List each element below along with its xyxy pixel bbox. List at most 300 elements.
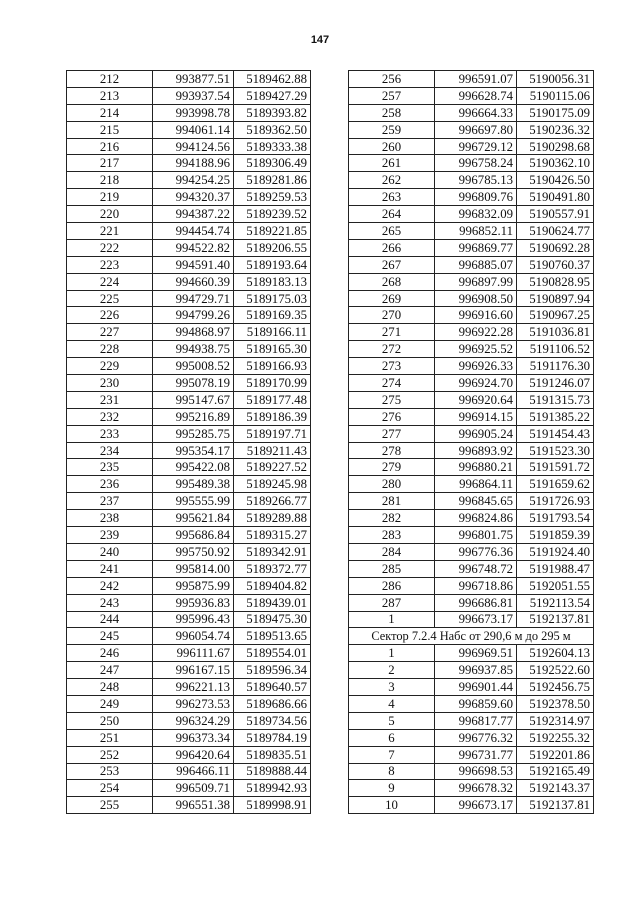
point-number-cell: 281	[349, 493, 435, 510]
x-coordinate-cell: 995750.92	[153, 543, 234, 560]
y-coordinate-cell: 5191523.30	[517, 442, 594, 459]
x-coordinate-cell: 994320.37	[153, 189, 234, 206]
point-number-cell: 282	[349, 510, 435, 527]
x-coordinate-cell: 994522.82	[153, 239, 234, 256]
table-row	[349, 695, 594, 712]
x-coordinate-cell: 996845.65	[435, 493, 517, 510]
coordinates-table-right	[348, 70, 594, 814]
table-row	[67, 391, 311, 408]
y-coordinate-cell: 5189306.49	[234, 155, 311, 172]
x-coordinate-cell: 996776.32	[435, 729, 517, 746]
point-number-cell: 283	[349, 527, 435, 544]
point-number-cell: 267	[349, 256, 435, 273]
table-row	[349, 375, 594, 392]
table-row	[349, 712, 594, 729]
table-row	[67, 138, 311, 155]
x-coordinate-cell: 996273.53	[153, 695, 234, 712]
x-coordinate-cell: 996678.32	[435, 780, 517, 797]
x-coordinate-cell: 996591.07	[435, 71, 517, 88]
point-number-cell: 264	[349, 206, 435, 223]
table-row	[67, 645, 311, 662]
point-number-cell: 238	[67, 510, 153, 527]
y-coordinate-cell: 5192201.86	[517, 746, 594, 763]
x-coordinate-cell: 996905.24	[435, 425, 517, 442]
x-coordinate-cell: 996221.13	[153, 679, 234, 696]
x-coordinate-cell: 996864.11	[435, 476, 517, 493]
point-number-cell: 259	[349, 121, 435, 138]
y-coordinate-cell: 5189835.51	[234, 746, 311, 763]
y-coordinate-cell: 5189315.27	[234, 527, 311, 544]
x-coordinate-cell: 996908.50	[435, 290, 517, 307]
point-number-cell: 243	[67, 594, 153, 611]
y-coordinate-cell: 5189427.29	[234, 87, 311, 104]
x-coordinate-cell: 996922.28	[435, 324, 517, 341]
x-coordinate-cell: 996924.70	[435, 375, 517, 392]
table-row	[349, 273, 594, 290]
table-row	[67, 493, 311, 510]
x-coordinate-cell: 996673.17	[435, 611, 517, 628]
table-row	[67, 121, 311, 138]
point-number-cell: 246	[67, 645, 153, 662]
y-coordinate-cell: 5192165.49	[517, 763, 594, 780]
point-number-cell: 5	[349, 712, 435, 729]
x-coordinate-cell: 996664.33	[435, 104, 517, 121]
table-row	[67, 628, 311, 645]
point-number-cell: 231	[67, 391, 153, 408]
y-coordinate-cell: 5189554.01	[234, 645, 311, 662]
x-coordinate-cell: 994124.56	[153, 138, 234, 155]
y-coordinate-cell: 5191246.07	[517, 375, 594, 392]
table-row	[67, 594, 311, 611]
table-row	[349, 358, 594, 375]
table-row	[349, 104, 594, 121]
y-coordinate-cell: 5189186.39	[234, 408, 311, 425]
point-number-cell: 273	[349, 358, 435, 375]
y-coordinate-cell: 5189170.99	[234, 375, 311, 392]
y-coordinate-cell: 5189362.50	[234, 121, 311, 138]
y-coordinate-cell: 5191988.47	[517, 560, 594, 577]
table-row	[349, 172, 594, 189]
x-coordinate-cell: 996901.44	[435, 679, 517, 696]
point-number-cell: 244	[67, 611, 153, 628]
table-row	[67, 273, 311, 290]
x-coordinate-cell: 996758.24	[435, 155, 517, 172]
table-row	[67, 189, 311, 206]
x-coordinate-cell: 996920.64	[435, 391, 517, 408]
y-coordinate-cell: 5191385.22	[517, 408, 594, 425]
y-coordinate-cell: 5191793.54	[517, 510, 594, 527]
y-coordinate-cell: 5189784.19	[234, 729, 311, 746]
y-coordinate-cell: 5189166.93	[234, 358, 311, 375]
x-coordinate-cell: 994061.14	[153, 121, 234, 138]
y-coordinate-cell: 5192051.55	[517, 577, 594, 594]
x-coordinate-cell: 996673.17	[435, 797, 517, 814]
table-row	[349, 763, 594, 780]
point-number-cell: 251	[67, 729, 153, 746]
y-coordinate-cell: 5189193.64	[234, 256, 311, 273]
page-number: 147	[310, 34, 330, 46]
point-number-cell: 279	[349, 459, 435, 476]
y-coordinate-cell: 5189259.53	[234, 189, 311, 206]
y-coordinate-cell: 5189333.38	[234, 138, 311, 155]
x-coordinate-cell: 996729.12	[435, 138, 517, 155]
x-coordinate-cell: 995555.99	[153, 493, 234, 510]
y-coordinate-cell: 5190115.06	[517, 87, 594, 104]
table-row	[349, 543, 594, 560]
x-coordinate-cell: 996509.71	[153, 780, 234, 797]
point-number-cell: 285	[349, 560, 435, 577]
x-coordinate-cell: 993937.54	[153, 87, 234, 104]
y-coordinate-cell: 5191924.40	[517, 543, 594, 560]
table-row	[67, 341, 311, 358]
y-coordinate-cell: 5189227.52	[234, 459, 311, 476]
table-row	[349, 290, 594, 307]
table-row	[349, 679, 594, 696]
y-coordinate-cell: 5192314.97	[517, 712, 594, 729]
x-coordinate-cell: 996731.77	[435, 746, 517, 763]
x-coordinate-cell: 996885.07	[435, 256, 517, 273]
y-coordinate-cell: 5189686.66	[234, 695, 311, 712]
x-coordinate-cell: 995875.99	[153, 577, 234, 594]
x-coordinate-cell: 996718.86	[435, 577, 517, 594]
point-number-cell: 278	[349, 442, 435, 459]
table-row	[349, 256, 594, 273]
coordinates-table-left	[66, 70, 311, 814]
table-row	[67, 712, 311, 729]
x-coordinate-cell: 995936.83	[153, 594, 234, 611]
y-coordinate-cell: 5189513.65	[234, 628, 311, 645]
y-coordinate-cell: 5189206.55	[234, 239, 311, 256]
table-row	[349, 746, 594, 763]
table-row	[67, 358, 311, 375]
point-number-cell: 287	[349, 594, 435, 611]
table-row	[67, 324, 311, 341]
table-row	[67, 408, 311, 425]
y-coordinate-cell: 5191591.72	[517, 459, 594, 476]
x-coordinate-cell: 995285.75	[153, 425, 234, 442]
table-row	[349, 442, 594, 459]
y-coordinate-cell: 5190491.80	[517, 189, 594, 206]
table-row	[67, 729, 311, 746]
y-coordinate-cell: 5189596.34	[234, 662, 311, 679]
table-row	[67, 510, 311, 527]
point-number-cell: 241	[67, 560, 153, 577]
table-row	[349, 662, 594, 679]
y-coordinate-cell: 5192456.75	[517, 679, 594, 696]
y-coordinate-cell: 5189998.91	[234, 797, 311, 814]
y-coordinate-cell: 5189169.35	[234, 307, 311, 324]
point-number-cell: 8	[349, 763, 435, 780]
table-row	[67, 375, 311, 392]
y-coordinate-cell: 5189183.13	[234, 273, 311, 290]
table-row	[349, 206, 594, 223]
table-row	[67, 763, 311, 780]
table-row	[67, 662, 311, 679]
table-row	[349, 560, 594, 577]
x-coordinate-cell: 994188.96	[153, 155, 234, 172]
y-coordinate-cell: 5189166.11	[234, 324, 311, 341]
x-coordinate-cell: 996111.67	[153, 645, 234, 662]
table-row	[67, 425, 311, 442]
y-coordinate-cell: 5189475.30	[234, 611, 311, 628]
y-coordinate-cell: 5190175.09	[517, 104, 594, 121]
point-number-cell: 225	[67, 290, 153, 307]
y-coordinate-cell: 5191176.30	[517, 358, 594, 375]
y-coordinate-cell: 5190426.50	[517, 172, 594, 189]
y-coordinate-cell: 5190967.25	[517, 307, 594, 324]
point-number-cell: 252	[67, 746, 153, 763]
x-coordinate-cell: 996373.34	[153, 729, 234, 746]
point-number-cell: 220	[67, 206, 153, 223]
point-number-cell: 9	[349, 780, 435, 797]
y-coordinate-cell: 5189211.43	[234, 442, 311, 459]
x-coordinate-cell: 994591.40	[153, 256, 234, 273]
x-coordinate-cell: 996916.60	[435, 307, 517, 324]
x-coordinate-cell: 996859.60	[435, 695, 517, 712]
y-coordinate-cell: 5191315.73	[517, 391, 594, 408]
point-number-cell: 271	[349, 324, 435, 341]
table-row	[349, 645, 594, 662]
x-coordinate-cell: 994454.74	[153, 223, 234, 240]
y-coordinate-cell: 5190828.95	[517, 273, 594, 290]
y-coordinate-cell: 5190760.37	[517, 256, 594, 273]
y-coordinate-cell: 5189281.86	[234, 172, 311, 189]
x-coordinate-cell: 996832.09	[435, 206, 517, 223]
x-coordinate-cell: 995814.00	[153, 560, 234, 577]
x-coordinate-cell: 996801.75	[435, 527, 517, 544]
x-coordinate-cell: 996686.81	[435, 594, 517, 611]
y-coordinate-cell: 5191036.81	[517, 324, 594, 341]
point-number-cell: 212	[67, 71, 153, 88]
x-coordinate-cell: 996466.11	[153, 763, 234, 780]
y-coordinate-cell: 5191859.39	[517, 527, 594, 544]
x-coordinate-cell: 995354.17	[153, 442, 234, 459]
y-coordinate-cell: 5189165.30	[234, 341, 311, 358]
x-coordinate-cell: 996869.77	[435, 239, 517, 256]
point-number-cell: 265	[349, 223, 435, 240]
y-coordinate-cell: 5192378.50	[517, 695, 594, 712]
y-coordinate-cell: 5192522.60	[517, 662, 594, 679]
table-row	[67, 543, 311, 560]
x-coordinate-cell: 994868.97	[153, 324, 234, 341]
x-coordinate-cell: 994729.71	[153, 290, 234, 307]
table-row	[349, 189, 594, 206]
point-number-cell: 276	[349, 408, 435, 425]
table-row	[349, 121, 594, 138]
point-number-cell: 232	[67, 408, 153, 425]
y-coordinate-cell: 5189640.57	[234, 679, 311, 696]
y-coordinate-cell: 5190236.32	[517, 121, 594, 138]
point-number-cell: 230	[67, 375, 153, 392]
y-coordinate-cell: 5189888.44	[234, 763, 311, 780]
x-coordinate-cell: 993877.51	[153, 71, 234, 88]
x-coordinate-cell: 995422.08	[153, 459, 234, 476]
table-row	[67, 172, 311, 189]
y-coordinate-cell: 5191106.52	[517, 341, 594, 358]
x-coordinate-cell: 996697.80	[435, 121, 517, 138]
x-coordinate-cell: 995686.84	[153, 527, 234, 544]
table-row	[67, 223, 311, 240]
point-number-cell: 249	[67, 695, 153, 712]
y-coordinate-cell: 5192113.54	[517, 594, 594, 611]
table-row	[67, 71, 311, 88]
point-number-cell: 261	[349, 155, 435, 172]
point-number-cell: 263	[349, 189, 435, 206]
point-number-cell: 7	[349, 746, 435, 763]
point-number-cell: 215	[67, 121, 153, 138]
x-coordinate-cell: 995216.89	[153, 408, 234, 425]
point-number-cell: 214	[67, 104, 153, 121]
point-number-cell: 284	[349, 543, 435, 560]
table-row	[67, 104, 311, 121]
point-number-cell: 257	[349, 87, 435, 104]
x-coordinate-cell: 993998.78	[153, 104, 234, 121]
table-row	[349, 138, 594, 155]
point-number-cell: 274	[349, 375, 435, 392]
table-row	[349, 425, 594, 442]
point-number-cell: 269	[349, 290, 435, 307]
point-number-cell: 255	[67, 797, 153, 814]
table-row	[67, 206, 311, 223]
point-number-cell: 228	[67, 341, 153, 358]
x-coordinate-cell: 996551.38	[153, 797, 234, 814]
point-number-cell: 6	[349, 729, 435, 746]
point-number-cell: 245	[67, 628, 153, 645]
point-number-cell: 239	[67, 527, 153, 544]
x-coordinate-cell: 995621.84	[153, 510, 234, 527]
point-number-cell: 256	[349, 71, 435, 88]
y-coordinate-cell: 5190298.68	[517, 138, 594, 155]
table-row	[349, 408, 594, 425]
x-coordinate-cell: 996776.36	[435, 543, 517, 560]
point-number-cell: 226	[67, 307, 153, 324]
point-number-cell: 216	[67, 138, 153, 155]
table-row	[349, 459, 594, 476]
point-number-cell: 247	[67, 662, 153, 679]
x-coordinate-cell: 994387.22	[153, 206, 234, 223]
point-number-cell: 260	[349, 138, 435, 155]
point-number-cell: 219	[67, 189, 153, 206]
y-coordinate-cell: 5190056.31	[517, 71, 594, 88]
x-coordinate-cell: 995996.43	[153, 611, 234, 628]
table-row	[67, 87, 311, 104]
table-row	[349, 594, 594, 611]
y-coordinate-cell: 5190362.10	[517, 155, 594, 172]
table-row	[349, 729, 594, 746]
table-row	[349, 510, 594, 527]
point-number-cell: 268	[349, 273, 435, 290]
point-number-cell: 229	[67, 358, 153, 375]
table-row	[349, 87, 594, 104]
point-number-cell: 258	[349, 104, 435, 121]
y-coordinate-cell: 5189942.93	[234, 780, 311, 797]
x-coordinate-cell: 994660.39	[153, 273, 234, 290]
x-coordinate-cell: 996167.15	[153, 662, 234, 679]
x-coordinate-cell: 996324.29	[153, 712, 234, 729]
x-coordinate-cell: 995147.67	[153, 391, 234, 408]
table-row	[349, 780, 594, 797]
x-coordinate-cell: 996817.77	[435, 712, 517, 729]
y-coordinate-cell: 5192137.81	[517, 611, 594, 628]
y-coordinate-cell: 5192143.37	[517, 780, 594, 797]
point-number-cell: 270	[349, 307, 435, 324]
table-row	[67, 560, 311, 577]
y-coordinate-cell: 5190624.77	[517, 223, 594, 240]
table-row	[67, 239, 311, 256]
x-coordinate-cell: 995078.19	[153, 375, 234, 392]
y-coordinate-cell: 5189197.71	[234, 425, 311, 442]
point-number-cell: 218	[67, 172, 153, 189]
point-number-cell: 237	[67, 493, 153, 510]
y-coordinate-cell: 5192255.32	[517, 729, 594, 746]
y-coordinate-cell: 5189372.77	[234, 560, 311, 577]
point-number-cell: 275	[349, 391, 435, 408]
y-coordinate-cell: 5189462.88	[234, 71, 311, 88]
table-row	[349, 223, 594, 240]
point-number-cell: 1	[349, 611, 435, 628]
point-number-cell: 3	[349, 679, 435, 696]
x-coordinate-cell: 994254.25	[153, 172, 234, 189]
y-coordinate-cell: 5189177.48	[234, 391, 311, 408]
table-row	[349, 307, 594, 324]
table-row	[67, 290, 311, 307]
table-row	[67, 527, 311, 544]
point-number-cell: 217	[67, 155, 153, 172]
x-coordinate-cell: 995489.38	[153, 476, 234, 493]
y-coordinate-cell: 5189342.91	[234, 543, 311, 560]
x-coordinate-cell: 996698.53	[435, 763, 517, 780]
x-coordinate-cell: 996785.13	[435, 172, 517, 189]
y-coordinate-cell: 5189734.56	[234, 712, 311, 729]
y-coordinate-cell: 5189245.98	[234, 476, 311, 493]
y-coordinate-cell: 5189393.82	[234, 104, 311, 121]
table-row	[67, 797, 311, 814]
table-row	[67, 155, 311, 172]
x-coordinate-cell: 996748.72	[435, 560, 517, 577]
table-row	[67, 611, 311, 628]
point-number-cell: 213	[67, 87, 153, 104]
point-number-cell: 234	[67, 442, 153, 459]
section-header-row	[349, 628, 594, 645]
table-row	[349, 391, 594, 408]
y-coordinate-cell: 5192604.13	[517, 645, 594, 662]
table-row	[67, 577, 311, 594]
table-row	[67, 780, 311, 797]
y-coordinate-cell: 5189289.88	[234, 510, 311, 527]
y-coordinate-cell: 5189404.82	[234, 577, 311, 594]
table-row	[67, 307, 311, 324]
point-number-cell: 254	[67, 780, 153, 797]
table-row	[349, 611, 594, 628]
x-coordinate-cell: 996926.33	[435, 358, 517, 375]
table-row	[349, 71, 594, 88]
x-coordinate-cell: 996937.85	[435, 662, 517, 679]
y-coordinate-cell: 5189175.03	[234, 290, 311, 307]
x-coordinate-cell: 996809.76	[435, 189, 517, 206]
y-coordinate-cell: 5190897.94	[517, 290, 594, 307]
table-row	[67, 476, 311, 493]
y-coordinate-cell: 5189266.77	[234, 493, 311, 510]
point-number-cell: 222	[67, 239, 153, 256]
x-coordinate-cell: 994938.75	[153, 341, 234, 358]
point-number-cell: 266	[349, 239, 435, 256]
point-number-cell: 280	[349, 476, 435, 493]
table-row	[67, 679, 311, 696]
table-row	[67, 746, 311, 763]
point-number-cell: 233	[67, 425, 153, 442]
point-number-cell: 2	[349, 662, 435, 679]
table-row	[67, 695, 311, 712]
